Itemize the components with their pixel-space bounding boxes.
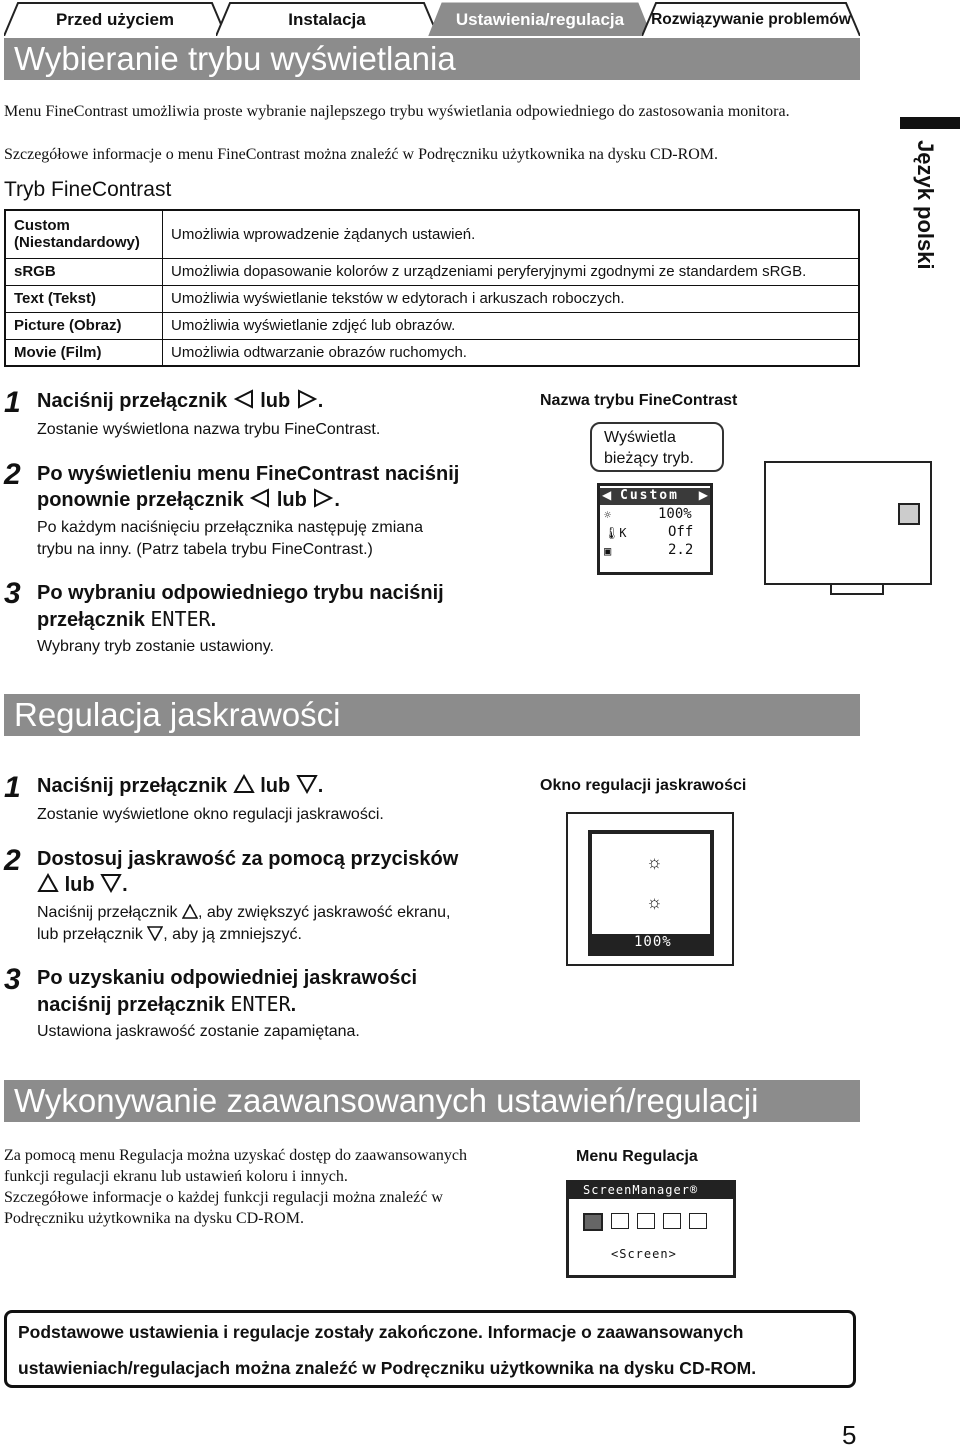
callout-line-1: Wyświetla (604, 429, 676, 446)
finecontrast-table (4, 209, 860, 367)
step-3-note: Wybrany tryb zostanie ustawiony. (37, 638, 274, 655)
menu-title-bar (569, 1183, 733, 1199)
brightness-step-2-line-2 (37, 872, 128, 898)
step-text: Naciśnij przełącznik (37, 390, 228, 412)
brightness-value: 100% (634, 934, 672, 950)
step-text: lub (260, 775, 291, 797)
brightness-window (588, 830, 714, 956)
table-row (5, 258, 859, 285)
step-2-note-1: Po każdym naciśnięciu przełącznika następuję zmiana (37, 519, 423, 536)
brightness-bar (592, 934, 710, 952)
osd-mode-bar (600, 488, 710, 505)
step-text: , aby ją zmniejszyć. (163, 926, 302, 943)
step-text: , aby zwiększyć jaskrawość ekranu, (197, 904, 451, 921)
down-arrow-icon (147, 926, 163, 941)
final-note-box (4, 1310, 856, 1388)
step-number: 2 (4, 844, 21, 877)
brightness-step-2-note-2 (37, 924, 302, 946)
step-text: . (317, 390, 324, 412)
up-arrow-icon (37, 873, 59, 893)
step-1-note: Zostanie wyświetlona nazwa trybu FineContrast. (37, 421, 381, 438)
mode-desc: Umożliwia wyświetlanie zdjęć lub obrazów. (163, 312, 860, 339)
menu-title: ScreenManager® (583, 1183, 699, 1197)
down-arrow-icon (296, 774, 318, 794)
side-bar-marker (900, 117, 960, 129)
brightness-step-3-line-2 (37, 991, 296, 1018)
step-text: lub (64, 874, 95, 896)
adjustment-menu (566, 1180, 736, 1278)
table-row (5, 339, 859, 366)
step-text: lub przełącznik (37, 926, 143, 943)
section-title-display-mode: Wybieranie trybu wyświetlania (4, 38, 860, 80)
right-arrow-icon: ▶ (698, 488, 708, 502)
step-text: lub (260, 390, 291, 412)
table-row (5, 210, 859, 258)
mode-name: Picture (Obraz) (5, 312, 163, 339)
brightness-step-1-note: Zostanie wyświetlone okno regulacji jaskrawości. (37, 806, 384, 823)
mode-desc: Umożliwia wprowadzenie żądanych ustawień. (163, 210, 860, 258)
step-number: 1 (4, 386, 21, 419)
osd-gamma-value: 2.2 (668, 542, 694, 558)
section-tabs (4, 2, 860, 38)
brightness-icon: ☼ (604, 508, 612, 522)
up-arrow-icon (182, 904, 198, 919)
screen-icon (583, 1213, 603, 1231)
step-text: . (210, 609, 217, 631)
step-number: 3 (4, 963, 21, 996)
step-3-line-2 (37, 606, 216, 633)
table-title: Tryb FineContrast (4, 178, 172, 201)
powermanager-icon (637, 1213, 655, 1229)
figure-caption: Menu Regulacja (576, 1148, 698, 1165)
callout-line-2: bieżący tryb. (604, 450, 694, 467)
monitor-illustration (764, 461, 932, 585)
enter-key-label: ENTER (230, 992, 291, 1016)
osd-icon (898, 503, 920, 525)
mode-desc: Umożliwia odtwarzanie obrazów ruchomych. (163, 339, 860, 366)
tab-before-use[interactable]: Przed użyciem (4, 2, 226, 36)
mode-name: Movie (Film) (5, 339, 163, 366)
brightness-icon: ☼ (646, 892, 663, 912)
advanced-paragraph-line: Podręczniku użytkownika na dysku CD-ROM. (4, 1210, 304, 1227)
step-text: przełącznik (37, 609, 145, 631)
figure-caption: Nazwa trybu FineContrast (540, 392, 738, 409)
color-icon (611, 1213, 629, 1229)
step-text: . (122, 874, 128, 896)
brightness-step-2-note-1 (37, 902, 450, 924)
step-text: . (334, 489, 340, 511)
mode-desc: Umożliwia wyświetlanie tekstów w edytorach i arkuszach roboczych. (163, 285, 860, 312)
brightness-step-1 (37, 773, 323, 799)
table-row (5, 285, 859, 312)
tab-installation[interactable]: Instalacja (216, 2, 438, 36)
osd-brightness-value: 100% (658, 506, 692, 522)
step-text: ponownie przełącznik (37, 489, 244, 511)
temperature-icon: 🌡K (604, 526, 627, 540)
mode-name: Custom (Niestandardowy) (5, 210, 163, 258)
monitor-illustration (566, 812, 734, 966)
step-text: . (317, 775, 324, 797)
mode-name: sRGB (5, 258, 163, 285)
step-text: naciśnij przełącznik (37, 994, 225, 1016)
step-3-line-1: Po wybraniu odpowiedniego trybu naciśnij (37, 582, 444, 604)
intro-paragraph-1: Menu FineContrast umożliwia proste wybranie najlepszego trybu wyświetlania odpowiedniego do zastosowania monitora. (4, 103, 790, 120)
language-label: Język polski (913, 140, 938, 270)
callout-box (590, 422, 724, 472)
mode-desc: Umożliwia dopasowanie kolorów z urządzeniami peryferyjnymi zgodnymi ze standardem sRGB. (163, 258, 860, 285)
step-text: Naciśnij przełącznik (37, 775, 228, 797)
left-arrow-icon (249, 488, 271, 508)
figure-caption: Okno regulacji jaskrawości (540, 777, 747, 794)
step-text: . (290, 994, 297, 1016)
final-note-line-2: ustawieniach/regulacjach można znaleźć w Podręczniku użytkownika na dysku CD-ROM. (18, 1358, 757, 1378)
others-icon (663, 1213, 681, 1229)
final-note-line-1: Podstawowe ustawienia i regulacje zostały zakończone. Informacje o zaawansowanych (18, 1322, 744, 1342)
gamma-icon: ▣ (604, 544, 612, 558)
osd-mode-name: Custom (620, 488, 679, 503)
brightness-step-2-line-1: Dostosuj jaskrawość za pomocą przycisków (37, 848, 459, 870)
step-number: 1 (4, 771, 21, 804)
step-2-note-2: trybu na inny. (Patrz tabela trybu FineContrast.) (37, 541, 373, 558)
advanced-paragraph-line: Szczegółowe informacje o każdej funkcji regulacji można znaleźć w (4, 1189, 443, 1206)
osd-temperature-value: Off (668, 524, 694, 540)
menu-item-label: <Screen> (611, 1247, 677, 1261)
up-arrow-icon (233, 774, 255, 794)
step-text: lub (276, 489, 307, 511)
left-arrow-icon (233, 389, 255, 409)
page-number: 5 (842, 1420, 857, 1450)
down-arrow-icon (100, 873, 122, 893)
step-2-line-1: Po wyświetleniu menu FineContrast naciśnij (37, 463, 460, 485)
brightness-step-3-line-1: Po uzyskaniu odpowiedniej jaskrawości (37, 967, 418, 989)
monitor-stand (830, 585, 884, 595)
information-icon (689, 1213, 707, 1229)
step-number: 3 (4, 577, 21, 610)
osd-window (597, 483, 713, 575)
advanced-paragraph-line: funkcji regulacji ekranu lub ustawień koloru i innych. (4, 1168, 348, 1185)
step-2-line-2 (37, 487, 340, 513)
advanced-paragraph-line: Za pomocą menu Regulacja można uzyskać dostęp do zaawansowanych (4, 1147, 467, 1164)
section-title-brightness: Regulacja jaskrawości (4, 694, 860, 736)
enter-key-label: ENTER (150, 607, 211, 631)
step-text: Naciśnij przełącznik (37, 904, 178, 921)
step-1-instruction (37, 388, 323, 414)
step-number: 2 (4, 458, 21, 491)
tab-settings[interactable]: Ustawienia/regulacja (428, 2, 652, 36)
brightness-step-3-note: Ustawiona jaskrawość zostanie zapamiętana. (37, 1023, 360, 1040)
table-row (5, 312, 859, 339)
right-arrow-icon (296, 389, 318, 409)
brightness-icon: ☼ (646, 852, 663, 872)
intro-paragraph-2: Szczegółowe informacje o menu FineContrast można znaleźć w Podręczniku użytkownika na dysku CD-ROM. (4, 146, 719, 163)
left-arrow-icon: ◀ (602, 488, 612, 502)
mode-name: Text (Tekst) (5, 285, 163, 312)
right-arrow-icon (312, 488, 334, 508)
section-title-advanced: Wykonywanie zaawansowanych ustawień/regulacji (4, 1080, 860, 1122)
tab-troubleshooting[interactable]: Rozwiązywanie problemów (642, 2, 860, 36)
